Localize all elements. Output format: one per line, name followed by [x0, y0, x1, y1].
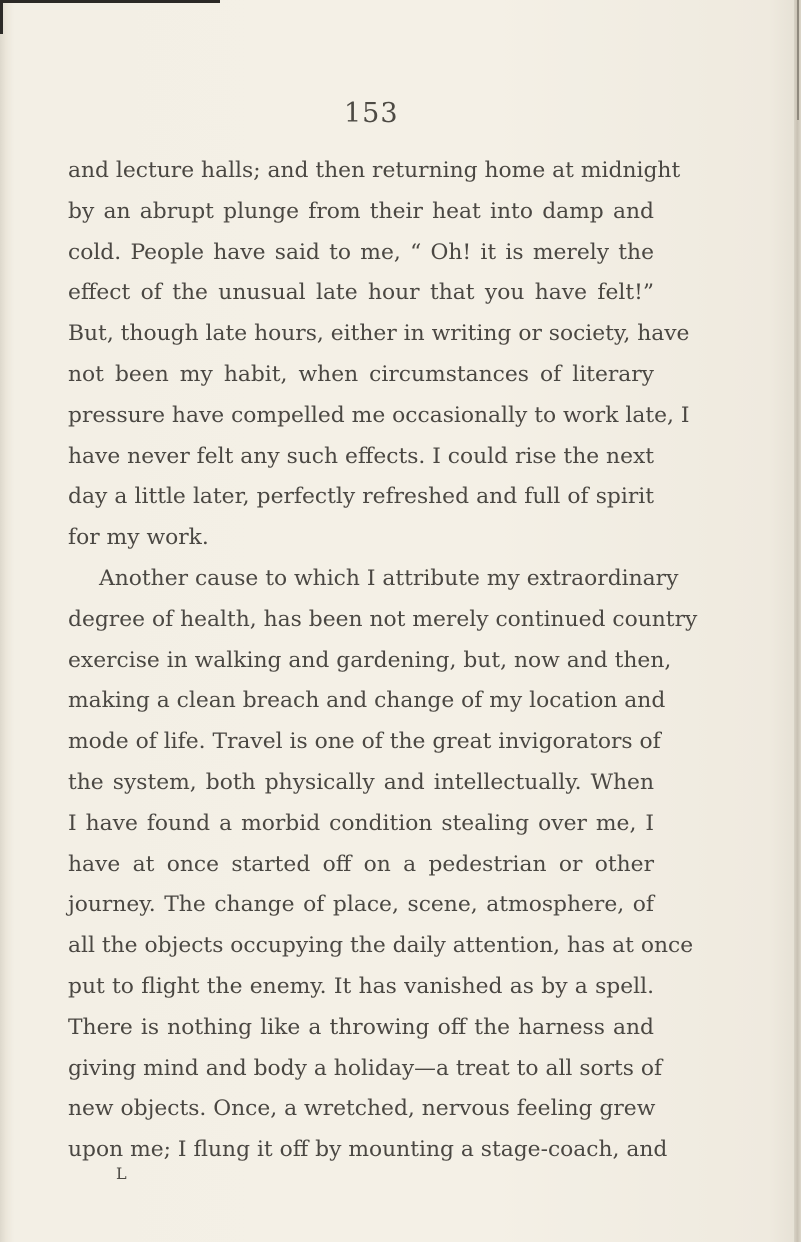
body-text — [68, 151, 698, 1171]
text-line: upon me; I flung it off by mounting a stage-coach, and — [68, 1137, 668, 1163]
text-line: for my work. — [68, 525, 209, 551]
signature-mark: L — [116, 1164, 127, 1183]
scan-edge-right-mark — [797, 0, 799, 120]
text-line: journey. The change of place, scene, atmosphere, of — [68, 892, 654, 918]
text-line: pressure have compelled me occasionally to work late, I — [68, 402, 690, 428]
text-line: I have found a morbid condition stealing over me, I — [68, 810, 654, 836]
text-line: all the objects occupying the daily attention, has at once — [68, 933, 694, 959]
page-number: 153 — [344, 98, 399, 129]
text-line: mode of life. Travel is one of the great invigorators of — [68, 729, 661, 755]
text-line: and lecture halls; and then returning home at midnight — [68, 158, 681, 183]
text-line: effect of the unusual late hour that you have felt!” — [68, 280, 654, 306]
text-line: new objects. Once, a wretched, nervous feeling grew — [68, 1096, 656, 1122]
text-line: have never felt any such effects. I could rise the next — [68, 443, 655, 469]
text-line: cold. People have said to me, “ Oh! it is merely the — [68, 239, 654, 265]
text-line: put to flight the enemy. It has vanished as by a spell. — [68, 973, 654, 999]
text-line: have at once started off on a pedestrian or other — [68, 851, 654, 877]
text-line: making a clean breach and change of my location and — [68, 688, 666, 714]
text-line: exercise in walking and gardening, but, now and then, — [68, 647, 672, 673]
text-line: by an abrupt plunge from their heat into damp and — [68, 198, 654, 224]
scan-edge-left — [0, 0, 3, 34]
text-line: day a little later, perfectly refreshed and full of spirit — [68, 484, 654, 510]
text-line: not been my habit, when circumstances of literary — [68, 361, 654, 387]
paragraph-start-line: Another cause to which I attribute my extraordinary — [99, 565, 679, 591]
text-line: But, though late hours, either in writing or society, have — [68, 321, 690, 347]
text-line: giving mind and body a holiday—a treat to all sorts of — [68, 1055, 663, 1081]
text-line: the system, both physically and intellectually. When — [68, 769, 654, 795]
scan-edge-right — [794, 0, 801, 1242]
text-line: There is nothing like a throwing off the harness and — [68, 1014, 654, 1040]
scan-edge-top — [0, 0, 220, 3]
text-line: degree of health, has been not merely continued country — [68, 606, 698, 632]
